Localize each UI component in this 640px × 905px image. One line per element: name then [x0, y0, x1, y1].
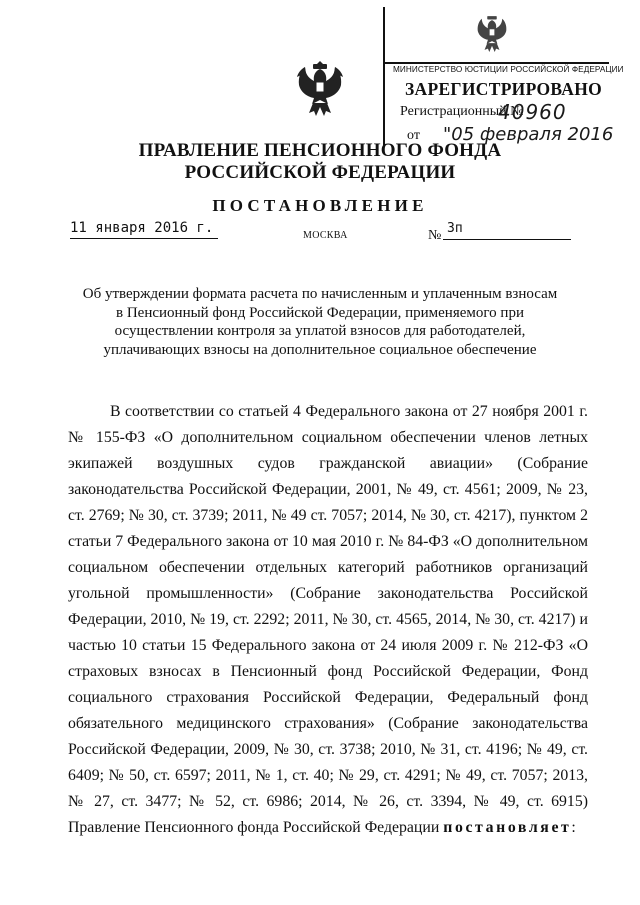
document-subject: Об утверждении формата расчета по начисленным и уплаченным взносам в Пенсионный фонд Российской Федерации, применяемого при осуществлении контроля за уплатой взносов для работодателей, уплачивающих взносы на дополнительное социальное обеспечение [82, 286, 558, 358]
decree-word: постановляет [443, 819, 572, 836]
document-type: ПОСТАНОВЛЕНИЕ [212, 196, 428, 215]
stamp-date-label: от [407, 128, 420, 143]
stamp-ministry: МИНИСТЕРСТВО ЮСТИЦИИ РОССИЙСКОЙ ФЕДЕРАЦИИ [393, 65, 624, 74]
coat-of-arms-icon [295, 57, 345, 119]
number-underline [443, 239, 571, 240]
stamp-date-handwritten: "05 февраля 2016 [443, 124, 614, 145]
org-title-line1: ПРАВЛЕНИЕ ПЕНСИОННОГО ФОНДА [138, 140, 502, 161]
body-main-text: В соответствии со статьей 4 Федерального закона от 27 ноября 2001 г. № 155-ФЗ «О дополнительном социальном обеспечении членов летных экипажей воздушных судов гражданской авиации» (Собрание законодательства Российской Федерации, 2001, № 49, ст. 4561; 2009, № 23, ст. 2769; № 30, ст. 3739; 2011, № 49 ст. 7057; 2014, № 30, ст. 4217), пунктом 2 статьи 7 Федерального закона от 10 мая 2010 г. № 84-ФЗ «О дополнительном социальном обеспечении отдельных категорий работников организаций угольной промышленности» (Собрание законодательства Российской Федерации, 2010, № 19, ст. 2292; 2011, № 30, ст. 4565, 2014, № 30, ст. 4217) и частью 10 статьи 15 Федерального закона от 24 июля 2009 г. № 212-ФЗ «О страховых взносах в Пенсионный фонд Российской Федерации, Фонд социального страхования Российской Федерации, Федеральный фонд обязательного медицинского страхования» (Собрание законодательства Российской Федерации, 2009, № 30, ст. 3738; 2010, № 31, ст. 4196; № 49, ст. 6409; № 50, ст. 6597; 2011, № 1, ст. 40; № 29, ст. 4291; № 49, ст. 7057; 2013, № 27, ст. 3477; № 52, ст. 6986; 2014, № 26, ст. 3394, № 49, ст. 6915) Правление Пенсионного фонда Российской Федерации [68, 403, 588, 836]
registration-stamp [383, 7, 624, 147]
org-title-line2: РОССИЙСКОЙ ФЕДЕРАЦИИ [184, 162, 456, 183]
body-ending: : [571, 819, 576, 836]
stamp-registration-label: Регистрационный № [400, 104, 524, 119]
document-body [68, 399, 588, 841]
document-city: МОСКВА [303, 230, 348, 241]
stamp-registration-number: 40960 [498, 100, 567, 124]
stamp-border-left [383, 7, 385, 147]
date-underline [70, 238, 218, 239]
document-date: 11 января 2016 г. [70, 220, 214, 236]
coat-of-arms-icon [475, 12, 509, 54]
number-sign: № [428, 228, 442, 243]
document-number: 3п [447, 221, 463, 236]
stamp-divider [383, 62, 609, 64]
stamp-registered: ЗАРЕГИСТРИРОВАНО [405, 79, 603, 99]
